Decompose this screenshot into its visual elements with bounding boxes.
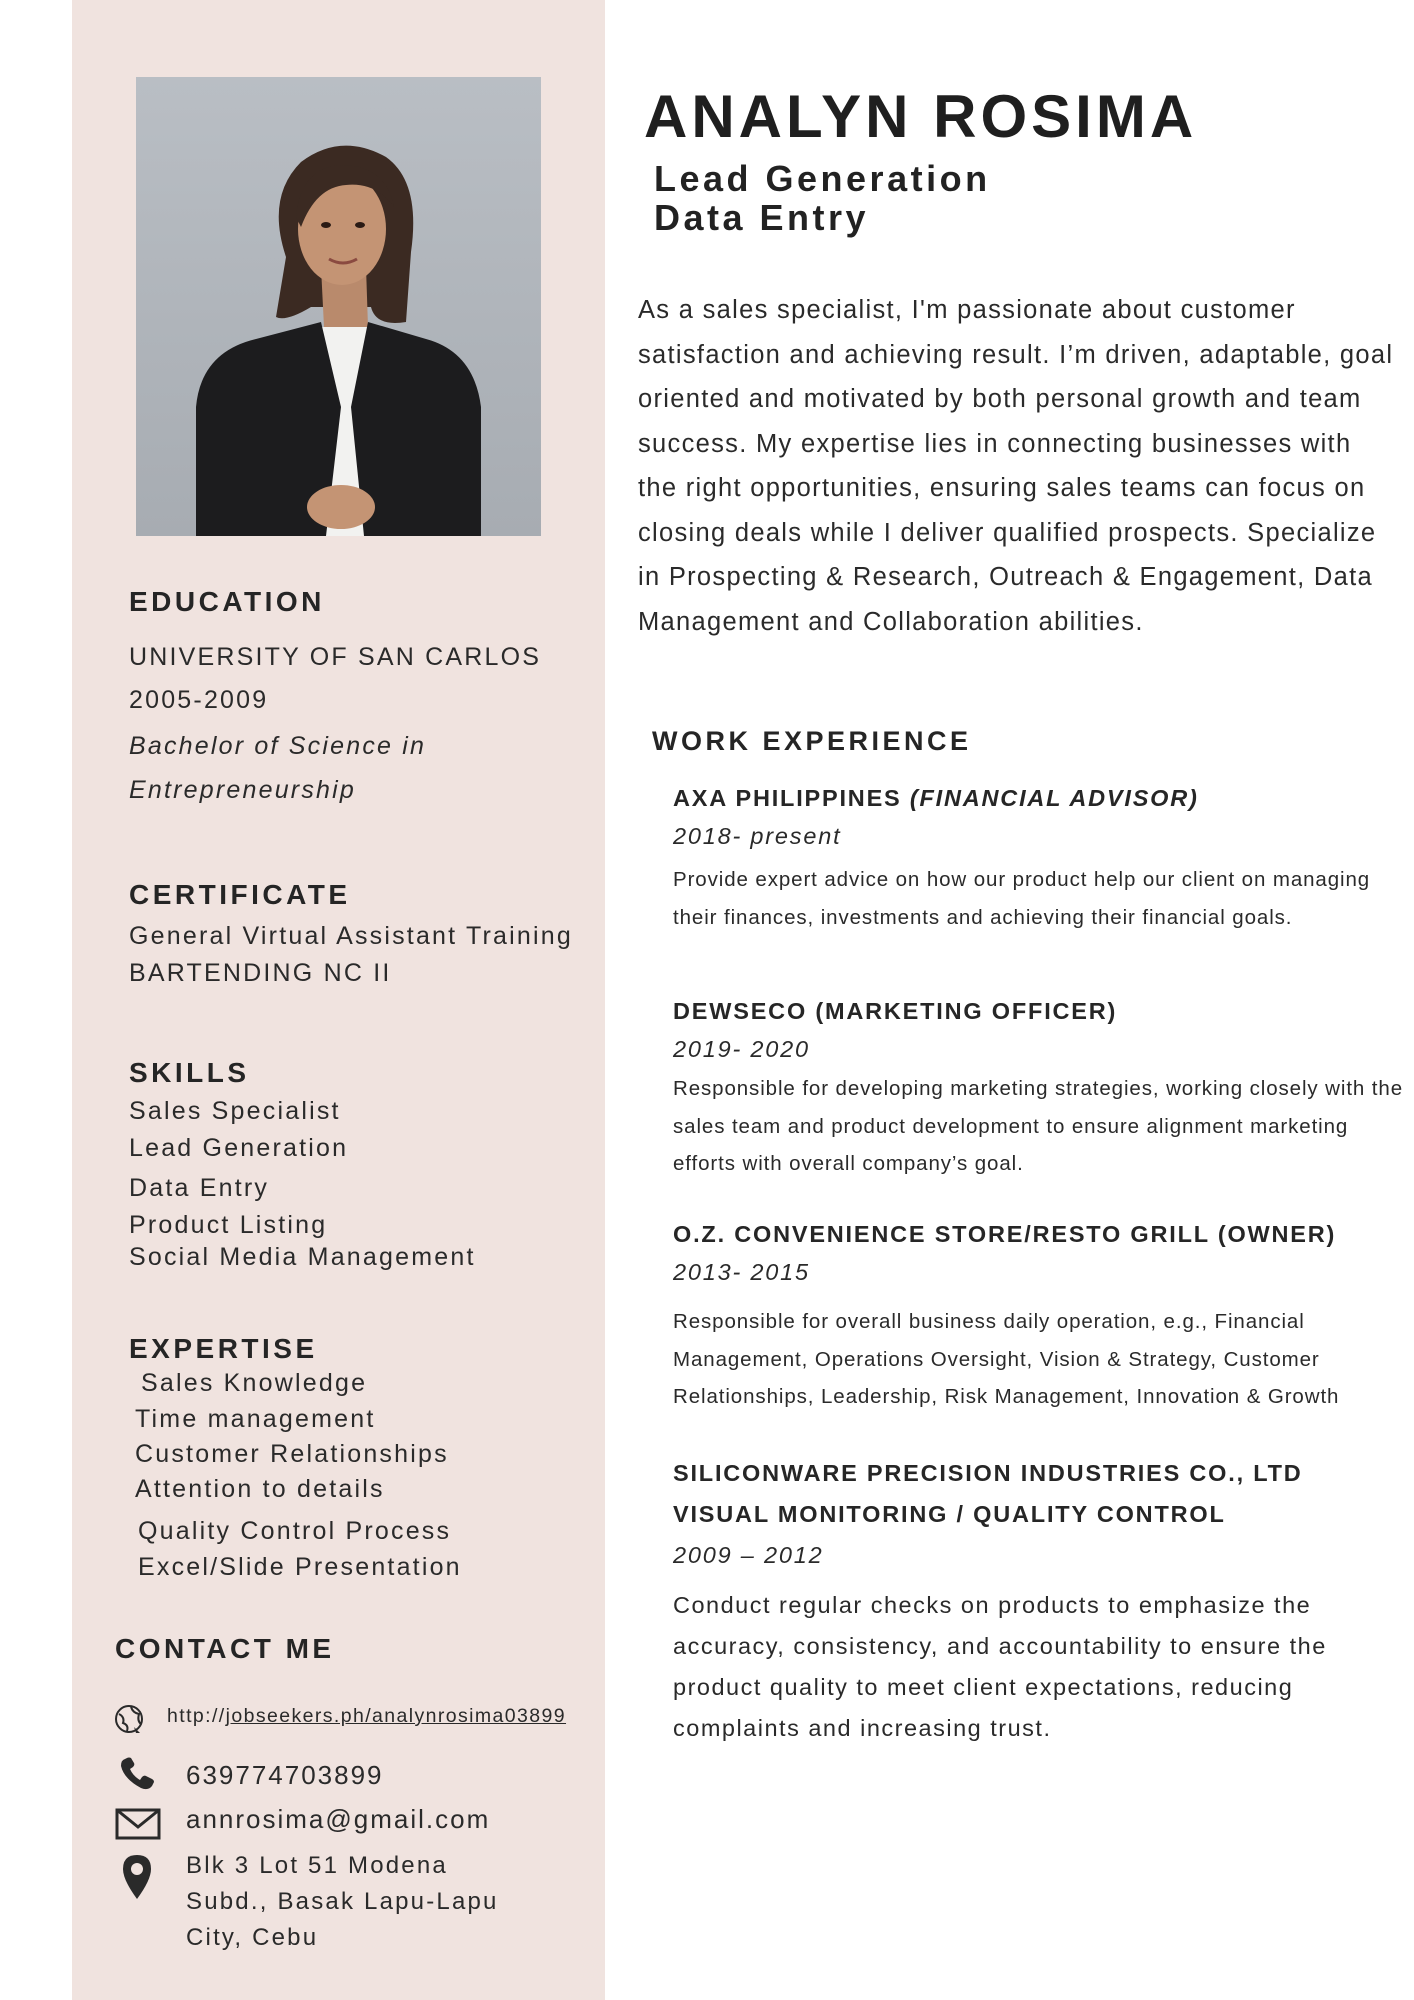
expertise-item: Time management — [135, 1405, 376, 1433]
expertise-item: Customer Relationships — [135, 1440, 449, 1468]
globe-icon — [113, 1703, 145, 1735]
expertise-item: Excel/Slide Presentation — [138, 1553, 462, 1581]
job-dates: 2019- 2020 — [673, 1036, 810, 1062]
job-title — [673, 785, 1199, 812]
certificate-heading: CERTIFICATE — [129, 879, 351, 910]
education-school: UNIVERSITY OF SAN CARLOS — [129, 643, 542, 671]
skill-item: Lead Generation — [129, 1134, 349, 1162]
contact-heading: CONTACT ME — [115, 1633, 335, 1664]
profile-summary: As a sales specialist, I'm passionate about customer satisfaction and achieving result. I’m driven, adaptable, goal oriented and motivated by both personal growth and team success. My expertise lies in connecting businesses with the right opportunities, ensuring sales teams can focus on closing deals while I deliver qualified prospects. Specialize in Prospecting & Research, Outreach & Engagement, Data Management and Collaboration abilities. — [638, 296, 1394, 636]
job-dates: 2018- present — [673, 823, 842, 849]
education-degree-line: Entrepreneurship — [129, 776, 356, 804]
certificate-item: General Virtual Assistant Training — [129, 922, 573, 950]
phone-icon — [119, 1757, 157, 1791]
address-line: City, Cebu — [186, 1924, 319, 1951]
phone-number[interactable]: 639774703899 — [186, 1760, 384, 1790]
role-line: Data Entry — [654, 197, 870, 238]
location-pin-icon — [120, 1853, 154, 1901]
education-years: 2005-2009 — [129, 686, 269, 714]
skills-heading: SKILLS — [129, 1057, 250, 1088]
address-line: Blk 3 Lot 51 Modena — [186, 1852, 448, 1879]
skill-item: Data Entry — [129, 1174, 270, 1202]
envelope-icon — [115, 1808, 161, 1840]
skill-item: Social Media Management — [129, 1243, 476, 1271]
work-experience-heading: WORK EXPERIENCE — [652, 726, 972, 756]
job-dates: 2009 – 2012 — [673, 1542, 824, 1568]
job-title: SILICONWARE PRECISION INDUSTRIES CO., LTD — [673, 1460, 1303, 1486]
job-description: Responsible for developing marketing strategies, working closely with the sales team and product development to ensure alignment marketing efforts with overall company’s goal. — [673, 1077, 1404, 1175]
address-line: Subd., Basak Lapu-Lapu — [186, 1888, 499, 1915]
education-degree-line: Bachelor of Science in — [129, 732, 427, 760]
skill-item: Sales Specialist — [129, 1097, 341, 1125]
email-address[interactable]: annrosima@gmail.com — [186, 1804, 491, 1834]
job-description: Provide expert advice on how our product help our client on managing their finances, investments and achieving their financial goals. — [673, 868, 1371, 929]
expertise-item: Quality Control Process — [138, 1517, 452, 1545]
job-description: Conduct regular checks on products to emphasize the accuracy, consistency, and accountability to ensure the product quality to meet client expectations, reducing complaints and increasing trust. — [673, 1592, 1327, 1741]
job-position: (FINANCIAL ADVISOR) — [909, 785, 1199, 811]
job-description: Responsible for overall business daily operation, e.g., Financial Management, Operations Oversight, Vision & Strategy, Customer Relationships, Leadership, Risk Management, Innovation & Growth — [673, 1310, 1340, 1408]
job-title: O.Z. CONVENIENCE STORE/RESTO GRILL (OWNER) — [673, 1221, 1337, 1247]
skill-item: Product Listing — [129, 1211, 328, 1239]
profile-photo — [136, 77, 541, 536]
job-position-line: VISUAL MONITORING / QUALITY CONTROL — [673, 1501, 1226, 1527]
role-line: Lead Generation — [654, 158, 991, 199]
portrait-illustration — [136, 77, 541, 536]
candidate-name: ANALYN ROSIMA — [644, 83, 1198, 150]
expertise-heading: EXPERTISE — [129, 1333, 318, 1364]
certificate-item: BARTENDING NC II — [129, 959, 392, 987]
job-company: AXA PHILIPPINES — [673, 785, 902, 811]
education-heading: EDUCATION — [129, 586, 325, 617]
job-title: DEWSECO (MARKETING OFFICER) — [673, 998, 1118, 1024]
website-link[interactable]: http://jobseekers.ph/analynrosima03899 — [167, 1705, 567, 1727]
expertise-item: Attention to details — [135, 1475, 385, 1503]
expertise-item: Sales Knowledge — [141, 1369, 368, 1397]
job-dates: 2013- 2015 — [673, 1259, 810, 1285]
